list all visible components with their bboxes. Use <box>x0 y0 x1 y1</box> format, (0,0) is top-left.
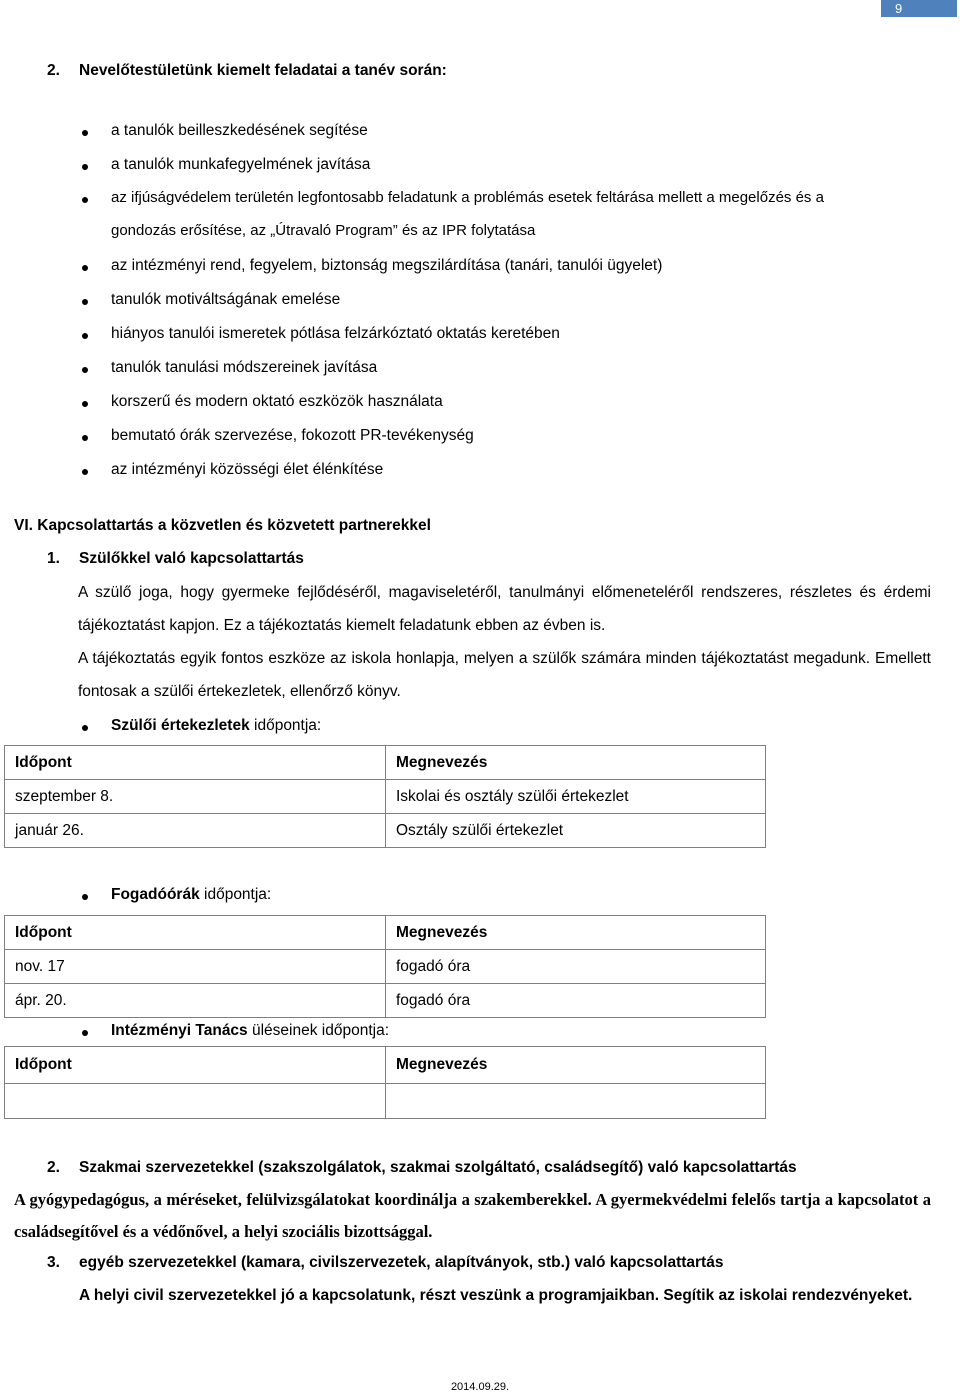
date-cell: nov. 17 <box>5 950 386 984</box>
parent-meetings-table <box>4 745 766 848</box>
header-cell: Időpont <box>5 746 386 780</box>
list-item: korszerű és modern oktató eszközök használata <box>80 392 930 422</box>
table-row <box>5 950 766 984</box>
table-row <box>5 780 766 814</box>
list-item: bemutató órák szervezése, fokozott PR-tevékenység <box>80 426 930 456</box>
sub2-paragraph: A gyógypedagógus, a méréseket, felülvizsgálatokat koordinálja a szakemberekkel. A gyermekvédelmi felelős tartja a kapcsolatot a családsegítővel és a védőnővel, a helyi szociális bizottsággal. <box>14 1190 931 1241</box>
list-item: tanulók motiváltságának emelése <box>80 290 930 320</box>
bullet-icon <box>82 367 88 373</box>
header-cell: Megnevezés <box>386 916 766 950</box>
sub3-number: 3. <box>47 1254 60 1271</box>
section6-title: VI. Kapcsolattartás a közvetlen és közvetett partnerekkel <box>14 517 431 534</box>
bullet-icon <box>82 435 88 441</box>
footer-date: 2014.09.29. <box>450 1381 510 1393</box>
name-cell: Iskolai és osztály szülői értekezlet <box>386 780 766 814</box>
list-item: tanulók tanulási módszereinek javítása <box>80 358 930 388</box>
bullet-icon <box>82 1030 88 1036</box>
table-row <box>5 984 766 1018</box>
name-cell <box>386 1084 766 1119</box>
bullet-icon <box>82 130 88 136</box>
table-header-row <box>5 916 766 950</box>
list-item: a tanulók munkafegyelmének javítása <box>80 155 930 185</box>
date-cell: ápr. 20. <box>5 984 386 1018</box>
list-item-continuation: gondozás erősítése, az „Útravaló Program” és az IPR folytatása <box>111 222 536 239</box>
parent-meetings-label: Szülői értekezletek időpontja: <box>80 716 930 746</box>
table-row <box>5 1084 766 1119</box>
bullet-icon <box>82 894 88 900</box>
sub1-title: Szülőkkel való kapcsolattartás <box>79 550 304 567</box>
section2-title: Nevelőtestületünk kiemelt feladatai a tanév során: <box>79 62 447 79</box>
sub2-title: Szakmai szervezetekkel (szakszolgálatok, szakmai szolgáltató, családsegítő) való kapcsolattartás <box>79 1159 797 1176</box>
header-cell: Megnevezés <box>386 1047 766 1084</box>
list-item: az intézményi rend, fegyelem, biztonság megszilárdítása (tanári, tanulói ügyelet) <box>80 256 930 286</box>
bullet-icon <box>82 164 88 170</box>
sub3-title: egyéb szervezetekkel (kamara, civilszervezetek, alapítványok, stb.) való kapcsolattartás <box>79 1254 724 1271</box>
list-item: hiányos tanulói ismeretek pótlása felzárkóztató oktatás keretében <box>80 324 930 354</box>
date-cell: január 26. <box>5 814 386 848</box>
list-item: a tanulók beilleszkedésének segítése <box>80 121 930 151</box>
sub1-number: 1. <box>47 550 60 567</box>
name-cell: fogadó óra <box>386 950 766 984</box>
section2-number: 2. <box>47 62 60 79</box>
list-item: az intézményi közösségi élet élénkítése <box>80 460 930 490</box>
date-cell <box>5 1084 386 1119</box>
header-cell: Időpont <box>5 916 386 950</box>
sub1-paragraph-2: A tájékoztatás egyik fontos eszköze az iskola honlapja, melyen a szülők számára minden tájékoztatást megadunk. Emellett fontosak a szülői értekezletek, ellenőrző könyv. <box>78 650 931 700</box>
bullet-icon <box>82 401 88 407</box>
sub3-paragraph: A helyi civil szervezetekkel jó a kapcsolatunk, részt veszünk a programjaikban. Segítik az iskolai rendezvényeket. <box>79 1287 913 1304</box>
bullet-icon <box>82 265 88 271</box>
table-header-row <box>5 746 766 780</box>
header-cell: Megnevezés <box>386 746 766 780</box>
office-hours-label: Fogadóórák időpontja: <box>80 885 930 915</box>
table-header-row <box>5 1047 766 1084</box>
page-number: 9 <box>881 0 957 17</box>
council-label: Intézményi Tanács üléseinek időpontja: <box>80 1021 930 1051</box>
name-cell: Osztály szülői értekezlet <box>386 814 766 848</box>
sub1-paragraph-1: A szülő joga, hogy gyermeke fejlődéséről, magaviseletéről, tanulmányi előmeneteléről rendszeres, részletes és érdemi tájékoztatást kapjon. Ez a tájékoztatás kiemelt feladatunk ebben az évben is. <box>78 584 931 634</box>
date-cell: szeptember 8. <box>5 780 386 814</box>
bullet-icon <box>82 197 88 203</box>
council-table <box>4 1046 766 1119</box>
sub2-number: 2. <box>47 1159 60 1176</box>
header-cell: Időpont <box>5 1047 386 1084</box>
bullet-icon <box>82 469 88 475</box>
bullet-icon <box>82 299 88 305</box>
office-hours-table <box>4 915 766 1018</box>
name-cell: fogadó óra <box>386 984 766 1018</box>
table-row <box>5 814 766 848</box>
bullet-icon <box>82 725 88 731</box>
list-item: az ifjúságvédelem területén legfontosabb feladatunk a problémás esetek feltárása mellett a megelőzés és a <box>80 188 930 218</box>
bullet-icon <box>82 333 88 339</box>
